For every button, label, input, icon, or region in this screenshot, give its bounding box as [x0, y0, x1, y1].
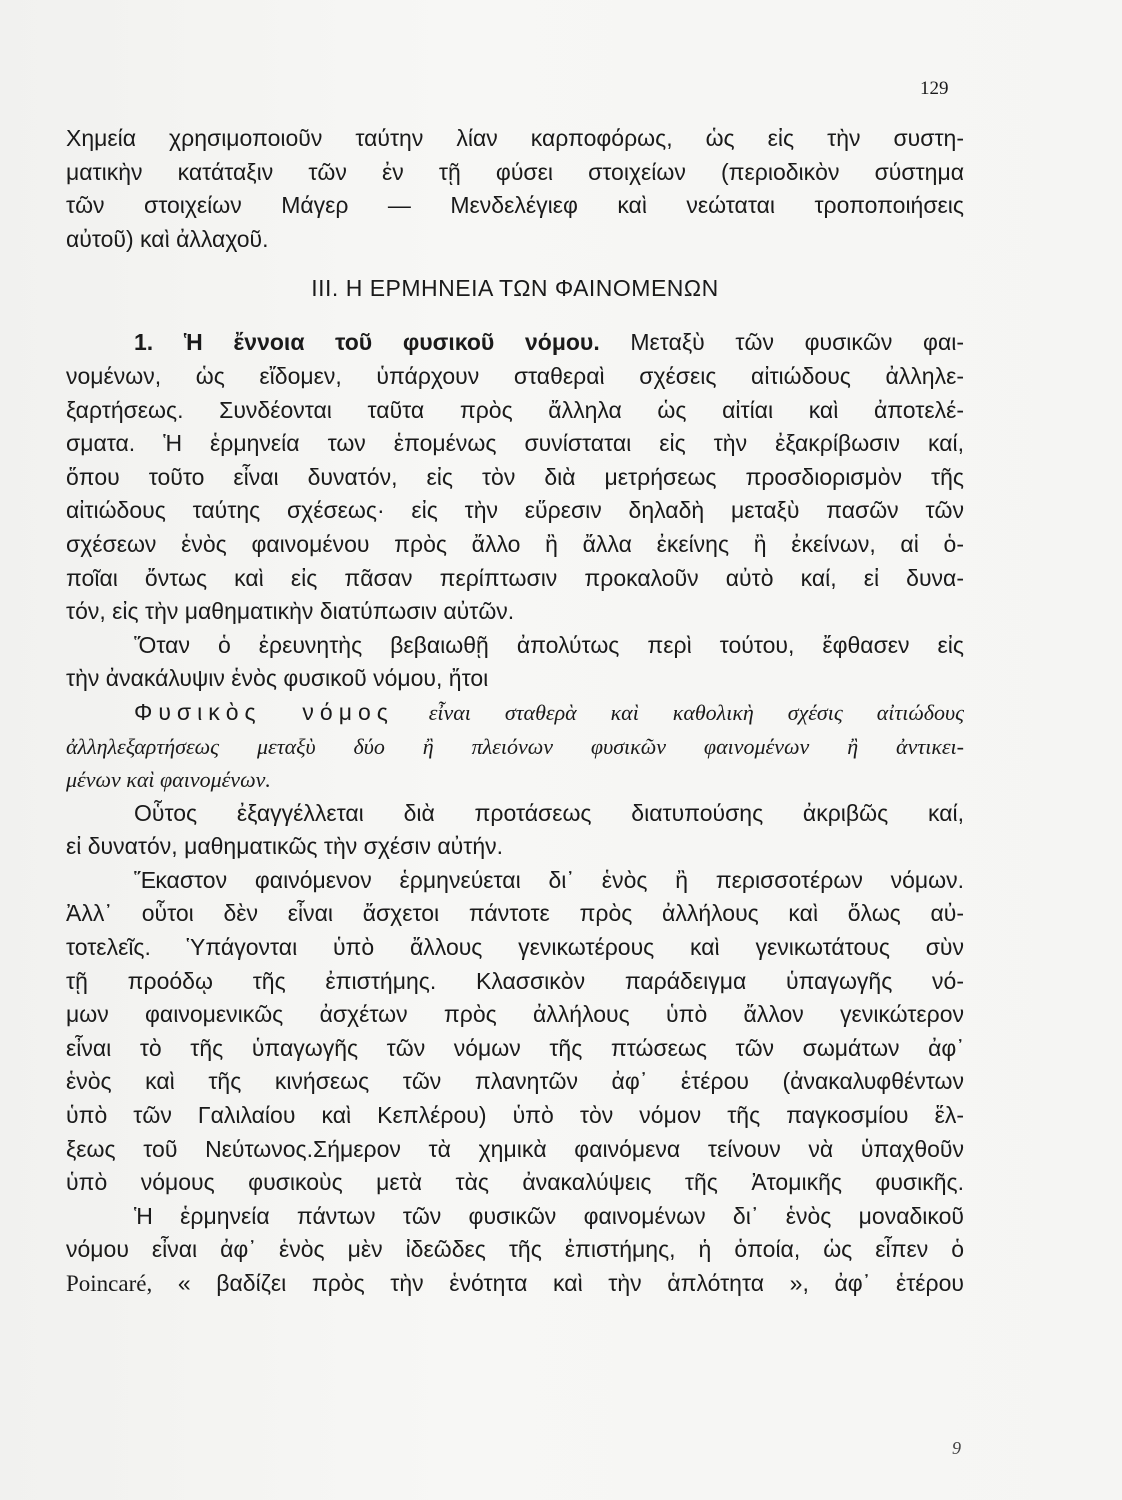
text-line: ματικὴν κατάταξιν τῶν ἐν τῇ φύσει στοιχείων (περιοδικὸν σύστημα — [66, 158, 964, 185]
text-line: αἰτιώδους ταύτης σχέσεως· εἰς τὴν εὕρεσιν δηλαδὴ μεταξὺ πασῶν τῶν — [66, 497, 964, 524]
text-line: ξεως τοῦ Νεύτωνος.Σήμερον τὰ χημικὰ φαινόμενα τείνουν νὰ ὑπαχθοῦν — [66, 1135, 964, 1162]
text-line: τῇ προόδῳ τῆς ἐπιστήμης. Κλασσικὸν παράδειγμα ὑπαγωγῆς νό- — [66, 967, 964, 994]
text-line: Ἀλλ᾽ οὗτοι δὲν εἶναι ἄσχετοι πάντοτε πρὸς ἀλλήλους καὶ ὅλως αὐ- — [66, 900, 964, 927]
text-line-rest: « βαδίζει πρὸς τὴν ἑνότητα καὶ τὴν ἁπλότητα », ἀφ᾽ ἑτέρου — [177, 1270, 964, 1296]
text-line: Ἕκαστον φαινόμενον ἑρμηνεύεται δι᾽ ἑνὸς ἢ περισσοτέρων νόμων. — [134, 866, 964, 893]
text-line: Ὅταν ὁ ἐρευνητὴς βεβαιωθῇ ἀπολύτως περὶ τούτου, ἔφθασεν εἰς — [134, 631, 964, 658]
text-line: ὅπου τοῦτο εἶναι δυνατόν, εἰς τὸν διὰ μετρήσεως προσδιορισμὸν τῆς — [66, 463, 964, 490]
text-line-rest: Μεταξὺ τῶν φυσικῶν φαι- — [630, 329, 964, 356]
subsection-title: Ἡ ἔννοια τοῦ φυσικοῦ νόμου. — [183, 329, 600, 356]
definition-line: μένων καὶ φαινομένων. — [66, 767, 271, 793]
subsection-first-line — [66, 326, 964, 360]
text-line: σχέσεων ἑνὸς φαινομένου πρὸς ἄλλο ἢ ἄλλα ἐκείνης ἢ ἐκείνων, αἱ ὁ- — [66, 530, 964, 557]
definition-line: ἀλληλεξαρτήσεως μεταξὺ δύο ἢ πλειόνων φυσικῶν φαινομένων ἢ ἀντικει- — [66, 733, 964, 759]
text-line: ἑνὸς καὶ τῆς κινήσεως τῶν πλανητῶν ἀφ᾽ ἑτέρου (ἀνακαλυφθέντων — [66, 1068, 964, 1095]
body-text — [66, 122, 964, 1301]
text-line: αὐτοῦ) καὶ ἀλλαχοῦ. — [66, 225, 269, 252]
text-line: ποῖαι ὄντως καὶ εἰς πᾶσαν περίπτωσιν προκαλοῦν αὐτὸ καί, εἰ δυνα- — [66, 564, 964, 591]
text-line: τὴν ἀνακάλυψιν ἑνὸς φυσικοῦ νόμου, ἤτοι — [66, 665, 489, 692]
text-line: εἶναι τὸ τῆς ὑπαγωγῆς τῶν νόμων τῆς πτώσεως τῶν σωμάτων ἀφ᾽ — [66, 1034, 964, 1061]
text-line: σματα. Ἡ ἑρμηνεία των ἑπομένως συνίσταται εἰς τὴν ἐξακρίβωσιν καί, — [66, 430, 964, 457]
text-line: εἰ δυνατόν, μαθηματικῶς τὴν σχέσιν αὐτήν. — [66, 833, 504, 860]
text-line: ξαρτήσεως. Συνδέονται ταῦτα πρὸς ἄλληλα ὡς αἰτίαι καὶ ἀποτελέ- — [66, 396, 964, 423]
definition-term: Φυσικὸς νόμος — [134, 698, 394, 725]
text-line: ὑπὸ τῶν Γαλιλαίου καὶ Κεπλέρου) ὑπὸ τὸν νόμον τῆς παγκοσμίου ἕλ- — [66, 1102, 964, 1129]
text-line: τοτελεῖς. Ὑπάγονται ὑπὸ ἄλλους γενικωτέρους καὶ γενικωτάτους σὺν — [66, 934, 964, 961]
text-line: νόμου εἶναι ἀφ᾽ ἑνὸς μὲν ἰδεῶδες τῆς ἐπιστήμης, ἡ ὁποία, ὡς εἶπεν ὁ — [66, 1236, 964, 1263]
page-number: 129 — [920, 78, 949, 99]
author-name: Poincaré, — [66, 1271, 153, 1296]
text-line: νομένων, ὡς εἴδομεν, ὑπάρχουν σταθεραὶ σχέσεις αἰτιώδους ἀλληλε- — [66, 362, 964, 389]
section-heading: III. Η ΕΡΜΗΝΕΙΑ ΤΩΝ ΦΑΙΝΟΜΕΝΩΝ — [311, 275, 719, 302]
text-line: τόν, εἰς τὴν μαθηματικὴν διατύπωσιν αὐτῶν. — [66, 598, 515, 625]
subsection-number: 1. — [134, 329, 154, 356]
text-line: Οὗτος ἐξαγγέλλεται διὰ προτάσεως διατυπούσης ἀκριβῶς καί, — [134, 799, 964, 826]
text-line: ὑπὸ νόμους φυσικοὺς μετὰ τὰς ἀνακαλύψεις τῆς Ἀτομικῆς φυσικῆς. — [66, 1169, 964, 1196]
text-line: τῶν στοιχείων Μάγερ — Μενδελέγιεφ καὶ νεώταται τροποποιήσεις — [66, 192, 964, 219]
definition-text: εἶναι σταθερὰ καὶ καθολικὴ σχέσις αἰτιώδους — [428, 699, 964, 725]
last-line — [66, 1267, 964, 1301]
text-line: Χημεία χρησιμοποιοῦν ταύτην λίαν καρποφόρως, ὡς εἰς τὴν συστη- — [66, 125, 964, 151]
text-line: Ἡ ἑρμηνεία πάντων τῶν φυσικῶν φαινομένων δι᾽ ἑνὸς μοναδικοῦ — [134, 1202, 964, 1229]
definition-first-line — [66, 696, 964, 730]
signature-mark: 9 — [952, 1438, 961, 1458]
text-line: μων φαινομενικῶς ἀσχέτων πρὸς ἀλλήλους ὑπὸ ἄλλον γενικώτερον — [66, 1001, 964, 1028]
